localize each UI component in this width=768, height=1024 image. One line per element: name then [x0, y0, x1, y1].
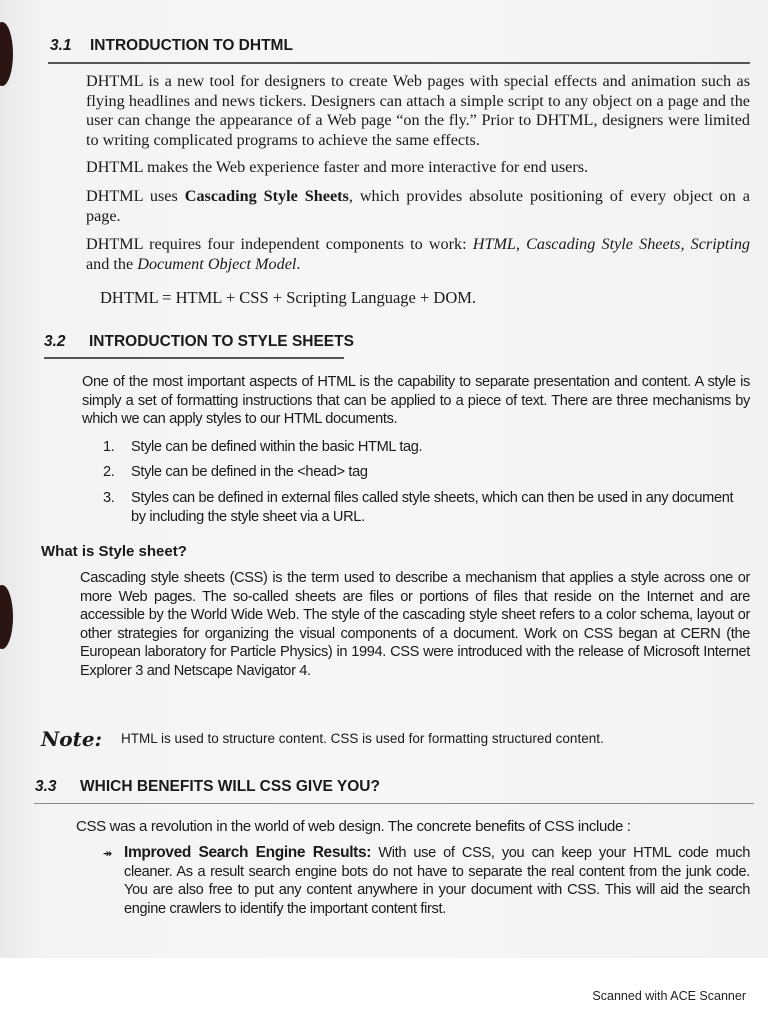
heading-rule: [48, 62, 750, 64]
double-arrow-bullet-icon: ↠: [103, 847, 113, 860]
note-label: Note:: [41, 727, 102, 751]
paragraph: One of the most important aspects of HTML is the capability to separate presentation and content. A style is simply a set of formatting instructions that can be applied to a piece of text. There are three mechanisms by which we can apply styles to our HTML documents.: [82, 374, 750, 428]
section-heading-3-3: 3.3 WHICH BENEFITS WILL CSS GIVE YOU?: [35, 778, 380, 795]
note-text: HTML is used to structure content. CSS is used for formatting structured content.: [121, 731, 604, 746]
paragraph: DHTML uses Cascading Style Sheets, which provides absolute positioning of every object on a page.: [86, 187, 750, 225]
scanner-watermark: Scanned with ACE Scanner: [592, 989, 746, 1003]
dhtml-formula: DHTML = HTML + CSS + Scripting Language + DOM.: [100, 288, 477, 307]
paragraph: DHTML requires four independent components to work: HTML, Cascading Style Sheets, Scripting and the Document Object Model.: [86, 235, 751, 273]
list-item: 3. Styles can be defined in external files called style sheets, which can then be used in any document by including the style sheet via a URL.: [103, 490, 734, 525]
paragraph: CSS was a revolution in the world of web design. The concrete benefits of CSS include :: [76, 818, 631, 835]
list-item: 2. Style can be defined in the <head> tag: [103, 464, 368, 480]
section-heading-3-1: 3.1 INTRODUCTION TO DHTML: [50, 37, 293, 54]
bullet-item: Improved Search Engine Results: With use of CSS, you can keep your HTML code much cleaner. As a result search engine bots do not have to separate the real content from the junk code. You are also free to put any content anywhere in your document with CSS. This will aid the search engine crawlers to identify the important content first.: [124, 844, 751, 917]
heading-rule: [44, 357, 344, 359]
binder-hole: [0, 22, 13, 86]
subheading-what-is-style-sheet: What is Style sheet?: [41, 543, 187, 560]
paragraph: Cascading style sheets (CSS) is the term used to describe a mechanism that applies a style across one or more Web pages. The so-called sheets are files or portions of files that reside on the Internet and are accessible by the World Wide Web. The style of the cascading style sheet refers to a color schema, layout or other strategies for organizing the visual components of a document. Work on CSS began at CERN (the European laboratory for Particle Physics) in 1994. CSS were introduced with the release of Microsoft Internet Explorer 3 and Netscape Navigator 4.: [80, 570, 750, 679]
paragraph: DHTML makes the Web experience faster and more interactive for end users.: [86, 158, 589, 176]
paragraph: DHTML is a new tool for designers to create Web pages with special effects and animation such as flying headlines and news tickers. Designers can attach a simple script to any object on a page and the user can change the appearance of a Web page “on the fly.” Prior to DHTML, designers were limited to writing complicated programs to achieve the same effects.: [86, 72, 750, 149]
list-item: 1. Style can be defined within the basic HTML tag.: [103, 439, 423, 455]
section-heading-3-2: 3.2 INTRODUCTION TO STYLE SHEETS: [44, 333, 354, 350]
binder-hole: [0, 585, 13, 649]
heading-rule: [34, 803, 754, 804]
